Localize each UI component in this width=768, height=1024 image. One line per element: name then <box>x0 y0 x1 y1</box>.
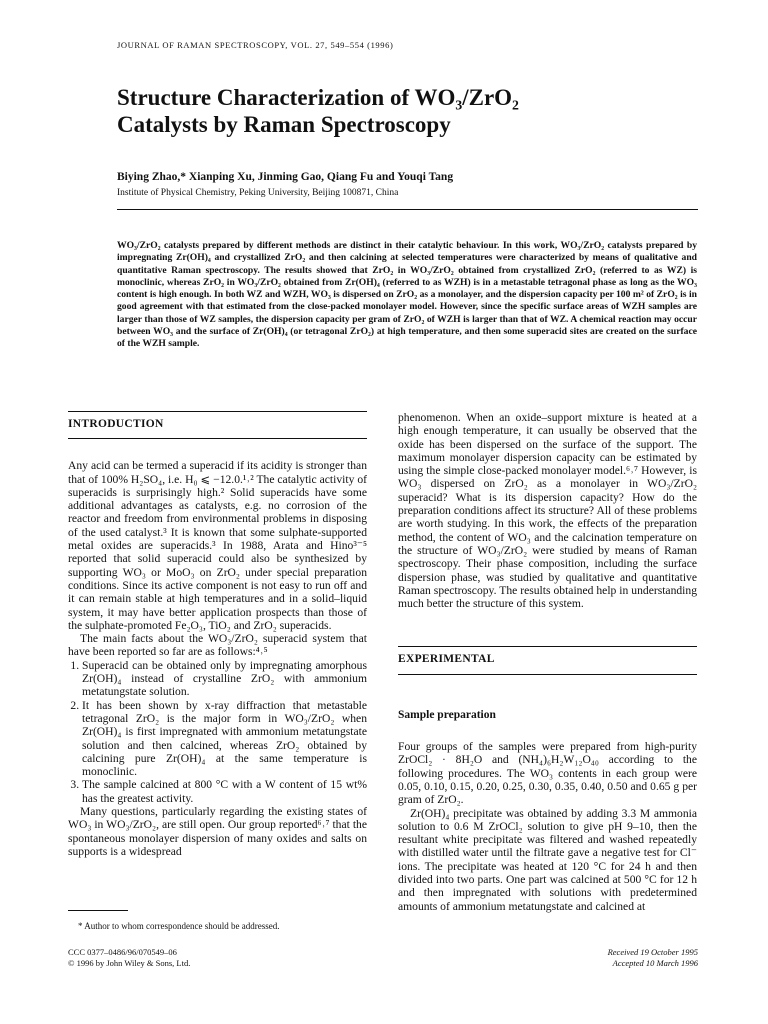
dates-block <box>560 947 698 969</box>
list-item: 1. Superacid can be obtained only by impregnating amorphous Zr(OH)₄ instead of crystalline ZrO₂ with ammonium metatungstate solution. <box>82 659 367 699</box>
sample-preparation-heading: Sample preparation <box>398 708 496 721</box>
journal-header: JOURNAL OF RAMAN SPECTROSCOPY, VOL. 27, 549–554 (1996) <box>117 40 394 50</box>
title-line-2: Catalysts by Raman Spectroscopy <box>117 112 451 137</box>
affiliation: Institute of Physical Chemistry, Peking University, Beijing 100871, China <box>117 188 399 198</box>
accepted-date: Accepted 10 March 1996 <box>612 958 698 968</box>
copyright: © 1996 by John Wiley & Sons, Ltd. <box>68 958 191 968</box>
left-column <box>68 411 367 858</box>
facts-list <box>68 659 367 805</box>
copyright-block <box>68 947 190 969</box>
header-divider <box>117 209 698 210</box>
section-rule <box>398 646 697 647</box>
intro-paragraph-1: Any acid can be termed a superacid if its acidity is stronger than that of 100% H₂SO₄, i.e. H₀ ⩽ −12.0.¹˒² The catalytic activity of superacids is surprisingly high.² Solid superacids have some additional advantages as catalysts, e.g. no corrosion of the reactor and freedom from environmental problems in disposing of the used catalyst.³ It is known that some sulphate-supported metal oxides are superacids.³ In 1988, Arata and Hino³⁻⁵ reported that solid superacid could also be synthesized by supporting WO₃ or MoO₃ on ZrO₂ under special preparation conditions. Since its active component is not easy to run off and it can remain stable at high temperatures and in a solid–liquid system, it may have better application prospects than those of the sulphate-promoted Fe₂O₃, TiO₂ and ZrO₂ superacids. <box>68 459 367 632</box>
received-date: Received 19 October 1995 <box>607 947 698 957</box>
footnote-divider <box>68 910 128 911</box>
abstract: WO₃/ZrO₂ catalysts prepared by different methods are distinct in their catalytic behaviour. In this work, WO₃/ZrO₂ catalysts prepared by impregnating Zr(OH)₄ and crystallized ZrO₂ and then calcining at selected temperatures were characterized by means of qualitative and quantitative Raman spectroscopy. The results showed that ZrO₂ in WO₃/ZrO₂ obtained from crystallized ZrO₂ (referred to as WZ) is monoclinic, whereas ZrO₂ in WO₃/ZrO₂ obtained from Zr(OH)₄ (referred to as WZH) is in a metastable tetragonal phase as long as the WO₃ content is high enough. In both WZ and WZH, WO₃ is dispersed on ZrO₂ as a monolayer, and the dispersion capacity per 100 m² of ZrO₂ is in good agreement with that estimated from the close-packed monolayer model. However, since the specific surface areas of WZH samples are larger than those of WZ samples, the dispersion capacity per gram of ZrO₂ of WZH is larger than that of WZ. A chemical reaction may occur between WO₃ and the surface of Zr(OH)₄ (or tetragonal ZrO₂) at high temperature, and then some superacid sites are created on the surface of the WZH sample. <box>117 240 697 350</box>
footnote: * Author to whom correspondence should be addressed. <box>78 921 280 931</box>
intro-paragraph-2: The main facts about the WO₃/ZrO₂ superacid system that have been reported so far are as follows:⁴˒⁵ <box>68 632 367 659</box>
intro-paragraph-4: phenomenon. When an oxide–support mixture is heated at a high enough temperature, it can usually be observed that the oxide has been dispersed on the surface of the support. The maximum monolayer dispersion capacity can be estimated by using the simple close-packed monolayer model.⁶˒⁷ However, is WO₃ dispersed on ZrO₂ as a monolayer in WO₃/ZrO₂ superacid? What is its dispersion capacity? How do the preparation conditions affect its structure? All of these problems are worth studying. In this work, the effects of the preparation method, the content of WO₃ and the calcination temperature on the structure of WO₃/ZrO₂ were studied by means of Raman spectroscopy. Their phase composition, including the surface dispersion phase, was studied by qualitative and quantitative Raman spectroscopy. The results obtained help in understanding much better the structure of this system. <box>398 411 697 611</box>
section-rule <box>68 411 367 412</box>
introduction-heading: INTRODUCTION <box>68 418 367 439</box>
intro-paragraph-3: Many questions, particularly regarding the existing states of WO₃ in WO₃/ZrO₂, are still open. Our group reported⁶˒⁷ that the spontaneous monolayer dispersion of many oxides and salts on supports is a widespread <box>68 805 367 858</box>
list-item: 3. The sample calcined at 800 °C with a W content of 15 wt% has the greatest activity. <box>82 778 367 805</box>
experimental-heading: EXPERIMENTAL <box>398 653 697 674</box>
ccc-code: CCC 0377–0486/96/070549–06 <box>68 947 177 957</box>
article-title <box>117 84 717 138</box>
experimental-paragraph-1: Four groups of the samples were prepared from high-purity ZrOCl₂ · 8H₂O and (NH₄)₆H₂W₁₂O₄₀ according to the following procedures. The WO₃ contents in each group were 0.05, 0.10, 0.15, 0.20, 0.25, 0.30, 0.35, 0.40, 0.50 and 0.65 g per gram of ZrO₂. <box>398 740 697 807</box>
list-item: 2. It has been shown by x-ray diffraction that metastable tetragonal ZrO₂ is the major form in WO₃/ZrO₂ when Zr(OH)₄ is first impregnated with ammonium metatungstate solution and then calcined, whereas ZrO₂ obtained by calcining pure Zr(OH)₄ at the same temperature is monoclinic. <box>82 699 367 779</box>
title-line-1: Structure Characterization of WO₃/ZrO₂ <box>117 85 519 110</box>
authors: Biying Zhao,* Xianping Xu, Jinming Gao, Qiang Fu and Youqi Tang <box>117 171 454 183</box>
experimental-paragraph-2: Zr(OH)₄ precipitate was obtained by adding 3.3 M ammonia solution to 0.6 M ZrOCl₂ solution to give pH 9–10, then the resultant white precipitate was filtered and washed repeatedly with distilled water until the filtrate gave a negative test for Cl⁻ ions. The precipitate was heated at 120 °C for 24 h and then divided into two parts. One part was calcined at 500 °C for 12 h and then impregnated with solutions with predetermined amounts of ammonium metatungstate and calcined at <box>398 806 697 913</box>
right-column <box>398 411 697 913</box>
